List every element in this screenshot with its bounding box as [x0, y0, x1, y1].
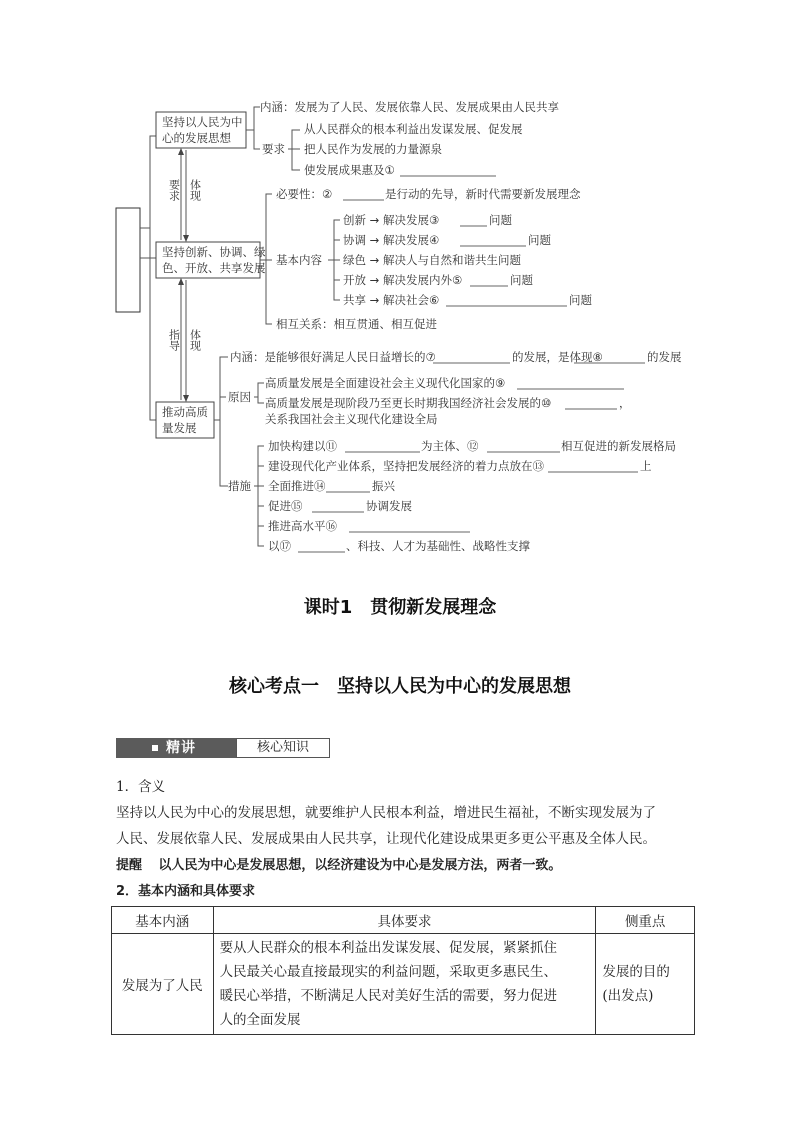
focus-line: 发展的目的 [602, 964, 670, 980]
node1-line2: 心的发展思想 [162, 131, 231, 145]
lesson-title: 课时1 贯彻新发展理念 [303, 597, 497, 618]
n3-reason2a: 高质量发展是现阶段乃至更长时期我国经济社会发展的⑩ [265, 396, 552, 410]
root-connector-1 [140, 136, 156, 228]
node3-line1: 推动高质 [162, 405, 208, 419]
n3-m5a: 推进高水平⑯ [268, 519, 337, 533]
svg-text:绿色 → 解决人与自然和谐共生问题: 绿色 → 解决人与自然和谐共生问题 [343, 253, 521, 267]
header-focus: 侧重点 [596, 907, 695, 934]
n2-item-row-3 [343, 273, 533, 287]
n3-neihan-b: 的发展，是体现⑧ [512, 350, 603, 364]
heading-meaning: 1．含义 [116, 779, 166, 795]
n2-items-branch [328, 220, 340, 300]
n3-m3a: 全面推进⑭ [268, 479, 326, 493]
node3-line2: 量发展 [162, 421, 197, 435]
table-row [112, 934, 695, 1035]
n3-m1b: 为主体、⑫ [421, 439, 479, 453]
svg-text:创新 → 解决发展③: 创新 → 解决发展③ [343, 213, 440, 227]
n2-bixing-post: 是行动的先导，新时代需要新发展理念 [385, 187, 581, 201]
n3-m2b: 上 [640, 459, 652, 473]
svg-text:问题: 问题 [569, 293, 592, 307]
root-box [116, 208, 140, 312]
n3-yuanyin: 原因 [228, 390, 251, 404]
req-line: 暖民心举措，不断满足人民对美好生活的需要，努力促进 [219, 988, 558, 1004]
square-bullet-icon [152, 745, 158, 751]
svg-text:问题: 问题 [510, 273, 533, 287]
n3-m6a: 以⑰ [268, 539, 291, 553]
n3-m1c: 相互促进的新发展格局 [561, 439, 676, 453]
n3-reason2b: ， [619, 396, 631, 410]
n3-reason1: 高质量发展是全面建设社会主义现代化国家的⑨ [265, 376, 506, 390]
cell-requirements [213, 934, 596, 1035]
svg-text:共享 → 解决社会⑥: 共享 → 解决社会⑥ [343, 293, 440, 307]
n3-neihan-c: 的发展 [647, 350, 682, 364]
node2-line2: 色、开放、共享发展 [162, 261, 266, 275]
link1-right-text: 体现 [188, 179, 202, 201]
n2-jiben: 基本内容 [276, 253, 322, 267]
n3-neihan-a: 内涵：是能够很好满足人民日益增长的⑦ [230, 350, 436, 364]
req-line: 人的全面发展 [219, 1012, 301, 1028]
n2-xianghu: 相互关系：相互贯通、相互促进 [276, 317, 437, 331]
node2-line1: 坚持创新、协调、绿 [162, 245, 266, 259]
link2-left-text: 指导 [167, 329, 181, 351]
tip-text: 以人民为中心是发展思想，以经济建设为中心是发展方法，两者一致。 [158, 858, 562, 873]
n3-m3b: 振兴 [372, 479, 395, 493]
n3-m4b: 协调发展 [366, 499, 412, 513]
n3-reason-branch [254, 383, 264, 403]
tag-core-knowledge: 核心知识 [236, 738, 330, 758]
section-title: 核心考点一 坚持以人民为中心的发展思想 [229, 676, 571, 697]
requirements-table [111, 906, 695, 1035]
tag-dark-label: 精讲 [166, 740, 196, 756]
n2-item-row-0 [343, 213, 512, 227]
n3-measures-branch [254, 446, 264, 546]
n3-m6b: 、科技、人才为基础性、战略性支撑 [346, 539, 530, 553]
n2-bixing-pre: 必要性：② [276, 187, 333, 201]
n3-reason2c: 关系我国社会主义现代化建设全局 [265, 412, 438, 426]
cell-neihan: 发展为了人民 [112, 934, 214, 1035]
req-line: 要从人民群众的根本利益出发谋发展、促发展，紧紧抓住 [219, 940, 558, 956]
focus-line: (出发点) [602, 988, 654, 1004]
svg-text:问题: 问题 [489, 213, 512, 227]
concept-mind-map [0, 0, 800, 560]
tip-paragraph [116, 852, 561, 879]
tag-jingjiang [116, 738, 236, 758]
node1-line1: 坚持以人民为中 [162, 115, 243, 129]
cell-focus [596, 934, 695, 1035]
n1-req-branch [288, 130, 300, 170]
header-neihan: 基本内涵 [112, 907, 214, 934]
n1-req2: 把人民作为发展的力量源泉 [304, 142, 442, 156]
n1-neihan: 内涵：发展为了人民、发展依靠人民、发展成果由人民共享 [260, 100, 559, 114]
svg-text:问题: 问题 [528, 233, 551, 247]
n1-yaoqiu: 要求 [262, 142, 285, 156]
node2-branch [260, 194, 272, 324]
n2-item-row-2 [343, 253, 521, 267]
n2-item-row-4 [343, 293, 592, 307]
n3-m1a: 加快构建以⑪ [268, 439, 337, 453]
table-header-row [112, 907, 695, 934]
node3-branch [214, 357, 228, 486]
n2-item-row-1 [343, 233, 551, 247]
link2-right-text: 体现 [188, 329, 202, 351]
svg-text:协调 → 解决发展④: 协调 → 解决发展④ [343, 233, 440, 247]
n3-m2a: 建设现代化产业体系，坚持把发展经济的着力点放在⑬ [268, 459, 544, 473]
meaning-line-1: 坚持以人民为中心的发展思想，就要维护人民根本利益，增进民生福祉，不断实现发展为了 [116, 805, 656, 821]
header-requirements: 具体要求 [213, 907, 596, 934]
n1-req3: 使发展成果惠及① [304, 163, 395, 177]
node1-branch [246, 107, 260, 149]
root-connector-3 [150, 228, 156, 420]
n3-cuoshi: 措施 [228, 479, 251, 493]
n1-req1: 从人民群众的根本利益出发谋发展、促发展 [304, 122, 523, 136]
n3-m4a: 促进⑮ [268, 499, 303, 513]
req-line: 人民最关心最直接最现实的利益问题，采取更多惠民生、 [219, 964, 558, 980]
tip-label: 提醒 [116, 858, 143, 873]
meaning-line-2: 人民、发展依靠人民、发展成果由人民共享，让现代化建设成果更多更公平惠及全体人民。 [116, 831, 656, 847]
heading-content-requirements: 2．基本内涵和具体要求 [116, 884, 256, 899]
link1-left-text: 要求 [167, 179, 181, 201]
svg-text:开放 → 解决发展内外⑤: 开放 → 解决发展内外⑤ [343, 273, 463, 287]
